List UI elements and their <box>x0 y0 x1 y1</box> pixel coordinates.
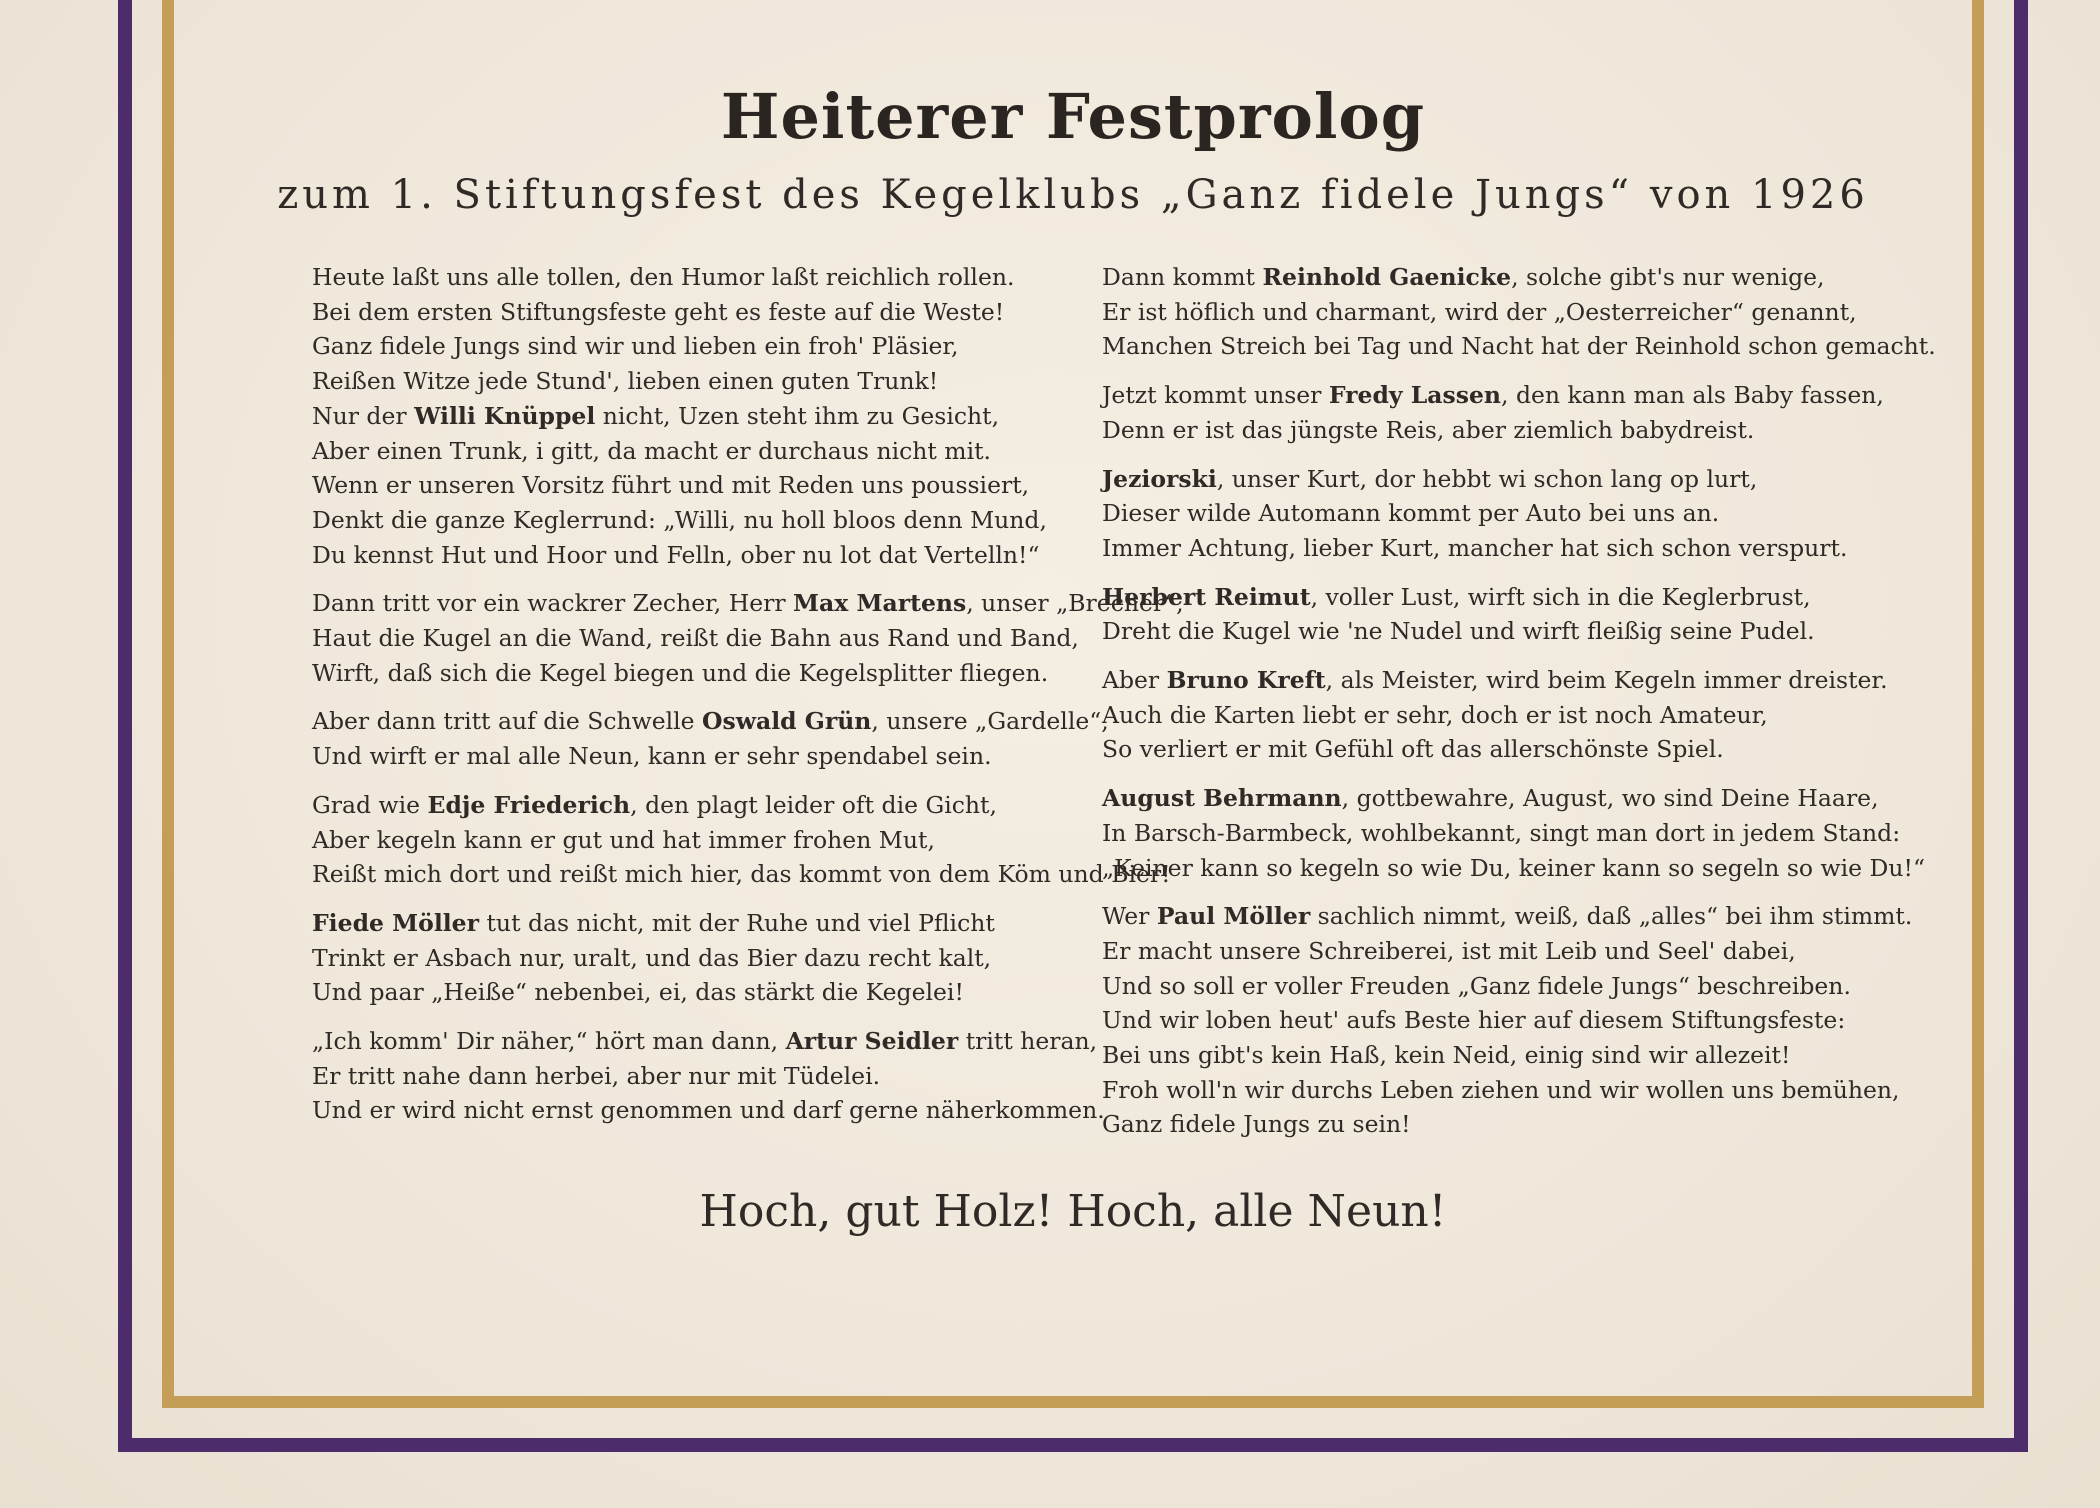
member-name: Fredy Lassen <box>1328 381 1502 410</box>
verse-text: Reißen Witze jede Stund', lieben einen guten Trunk! <box>312 367 939 396</box>
verse-text: So verliert er mit Gefühl oft das allerschönste Spiel. <box>1102 735 1724 764</box>
verse-text: Und er wird nicht ernst genommen und darf gerne näherkommen. <box>312 1096 1105 1125</box>
verse-line <box>1102 1003 2082 1038</box>
verse-line <box>1102 781 2082 816</box>
verse-line <box>1102 614 2082 649</box>
verse-text: Wirft, daß sich die Kegel biegen und die Kegelsplitter fliegen. <box>312 658 1049 687</box>
verse-line <box>1102 816 2082 851</box>
verse-text: Aber <box>1102 666 1167 695</box>
verse-text: Heute laßt uns alle tollen, den Humor laßt reichlich rollen. <box>312 263 1015 291</box>
verse-text: Bei dem ersten Stiftungsfeste geht es feste auf die Weste! <box>312 297 1005 326</box>
verse-text: Und paar „Heiße“ nebenbei, ei, das stärkt die Kegelei! <box>312 978 964 1007</box>
verse-text: Manchen Streich bei Tag und Nacht hat der Reinhold schon gemacht. <box>1102 332 1936 361</box>
verse-text: , den plagt leider oft die Gicht, <box>630 790 997 819</box>
verse-text: , gottbewahre, August, wo sind Deine Haare, <box>1341 784 1879 813</box>
verse-line <box>1102 329 2082 364</box>
verse-text: Dann tritt vor ein wackrer Zecher, Herr <box>312 589 794 618</box>
verse-line <box>1102 531 2082 566</box>
verse-text: Er tritt nahe dann herbei, aber nur mit Tüdelei. <box>312 1061 881 1090</box>
verse-text: Er ist höflich und charmant, wird der „Oesterreicher“ genannt, <box>1102 297 1857 326</box>
verse-text: Trinkt er Asbach nur, uralt, und das Bier dazu recht kalt, <box>312 943 992 972</box>
verse-line <box>1102 462 2082 497</box>
verse-line <box>1102 260 2082 295</box>
verse-text: sachlich nimmt, weiß, daß „alles“ bei ihm stimmt. <box>1310 902 1913 931</box>
verse-text: , unsere „Gardelle“, <box>871 707 1109 736</box>
verse-text: Aber kegeln kann er gut und hat immer frohen Mut, <box>312 825 935 854</box>
verse-text: tritt heran, <box>958 1027 1098 1056</box>
right-column <box>1102 260 2082 1156</box>
verse-text: Dreht die Kugel wie 'ne Nudel und wirft fleißig seine Pudel. <box>1102 617 1815 646</box>
verse-text: Froh woll'n wir durchs Leben ziehen und wir wollen uns bemühen, <box>1102 1075 1900 1104</box>
verse-line <box>1102 732 2082 767</box>
verse-text: Dieser wilde Automann kommt per Auto bei uns an. <box>1102 499 1720 528</box>
member-name: Edje Friederich <box>427 790 631 819</box>
stanza <box>1102 781 2082 885</box>
verse-text: nicht, Uzen steht ihm zu Gesicht, <box>595 401 1000 430</box>
member-name: Max Martens <box>793 589 967 618</box>
member-name: Herbert Reimut <box>1102 582 1311 611</box>
verse-text: Nur der <box>312 401 415 430</box>
verse-text: In Barsch-Barmbeck, wohlbekannt, singt man dort in jedem Stand: <box>1102 818 1901 847</box>
verse-text: Haut die Kugel an die Wand, reißt die Bahn aus Rand und Band, <box>312 624 1079 653</box>
verse-text: Dann kommt <box>1102 263 1263 291</box>
verse-text: Aber dann tritt auf die Schwelle <box>312 707 703 736</box>
verse-line <box>1102 413 2082 448</box>
verse-text: Grad wie <box>312 790 428 819</box>
verse-text: Wer <box>1102 902 1157 931</box>
document-title: Heiterer Festprolog <box>720 80 1426 153</box>
verse-text: , unser „Brecher“, <box>966 589 1184 618</box>
verse-line <box>1102 496 2082 531</box>
verse-text: Wenn er unseren Vorsitz führt und mit Reden uns poussiert, <box>312 471 1030 500</box>
verse-text: Bei uns gibt's kein Haß, kein Neid, einig sind wir allezeit! <box>1102 1041 1791 1070</box>
closing-line: Hoch, gut Holz! Hoch, alle Neun! <box>699 1186 1447 1237</box>
verse-text: Du kennst Hut und Hoor und Felln, ober nu lot dat Vertelln!“ <box>312 540 1040 569</box>
verse-line <box>1102 851 2082 886</box>
verse-text: Denkt die ganze Keglerrund: „Willi, nu holl bloos denn Mund, <box>312 505 1047 534</box>
member-name: Artur Seidler <box>785 1027 959 1056</box>
verse-line <box>1102 295 2082 330</box>
verse-text: Und wirft er mal alle Neun, kann er sehr spendabel sein. <box>312 742 992 771</box>
verse-line <box>1102 378 2082 413</box>
verse-line <box>1102 899 2082 934</box>
verse-text: Reißt mich dort und reißt mich hier, das kommt von dem Köm und Bier! <box>312 860 1171 889</box>
document-subtitle: zum 1. Stiftungsfest des Kegelklubs „Ganz fidele Jungs“ von 1926 <box>277 172 1869 218</box>
stanza <box>1102 580 2082 649</box>
verse-line <box>1102 934 2082 969</box>
verse-line <box>1102 663 2082 698</box>
verse-line <box>1102 698 2082 733</box>
verse-text: , solche gibt's nur wenige, <box>1511 263 1825 291</box>
verse-text: Ganz fidele Jungs sind wir und lieben ein froh' Pläsier, <box>312 332 959 361</box>
verse-text: Ganz fidele Jungs zu sein! <box>1102 1110 1411 1139</box>
stanza <box>1102 663 2082 767</box>
verse-text: , voller Lust, wirft sich in die Keglerbrust, <box>1310 582 1811 611</box>
verse-text: , den kann man als Baby fassen, <box>1501 381 1884 410</box>
verse-line <box>1102 969 2082 1004</box>
verse-line <box>1102 1107 2082 1142</box>
verse-text: Denn er ist das jüngste Reis, aber ziemlich babydreist. <box>1102 415 1755 444</box>
stanza <box>1102 899 2082 1142</box>
member-name: August Behrmann <box>1102 784 1342 813</box>
member-name: Oswald Grün <box>702 707 872 736</box>
member-name: Willi Knüppel <box>414 401 596 430</box>
verse-text: Jetzt kommt unser <box>1102 381 1329 410</box>
document-content <box>200 0 1946 1390</box>
member-name: Fiede Möller <box>312 908 480 937</box>
stanza <box>1102 462 2082 566</box>
verse-line <box>1102 1038 2082 1073</box>
verse-text: tut das nicht, mit der Ruhe und viel Pflicht <box>479 908 995 937</box>
verse-text: Immer Achtung, lieber Kurt, mancher hat sich schon verspurt. <box>1102 533 1848 562</box>
verse-text: Und wir loben heut' aufs Beste hier auf diesem Stiftungsfeste: <box>1102 1006 1846 1035</box>
verse-text: , unser Kurt, dor hebbt wi schon lang op lurt, <box>1216 464 1758 493</box>
verse-text: Und so soll er voller Freuden „Ganz fidele Jungs“ beschreiben. <box>1102 971 1851 1000</box>
verse-text: , als Meister, wird beim Kegeln immer dreister. <box>1325 666 1888 695</box>
member-name: Jeziorski <box>1102 464 1217 493</box>
stanza <box>1102 378 2082 447</box>
verse-text: „Keiner kann so kegeln so wie Du, keiner kann so segeln so wie Du!“ <box>1102 853 1925 882</box>
member-name: Reinhold Gaenicke <box>1262 263 1512 291</box>
verse-text: Aber einen Trunk, i gitt, da macht er durchaus nicht mit. <box>312 436 992 465</box>
verse-text: Er macht unsere Schreiberei, ist mit Leib und Seel' dabei, <box>1102 936 1796 965</box>
verse-line <box>1102 580 2082 615</box>
member-name: Paul Möller <box>1156 902 1311 931</box>
verse-text: Auch die Karten liebt er sehr, doch er ist noch Amateur, <box>1102 700 1768 729</box>
verse-text: „Ich komm' Dir näher,“ hört man dann, <box>312 1027 786 1056</box>
member-name: Bruno Kreft <box>1166 666 1326 695</box>
stanza <box>1102 260 2082 364</box>
verse-line <box>1102 1073 2082 1108</box>
